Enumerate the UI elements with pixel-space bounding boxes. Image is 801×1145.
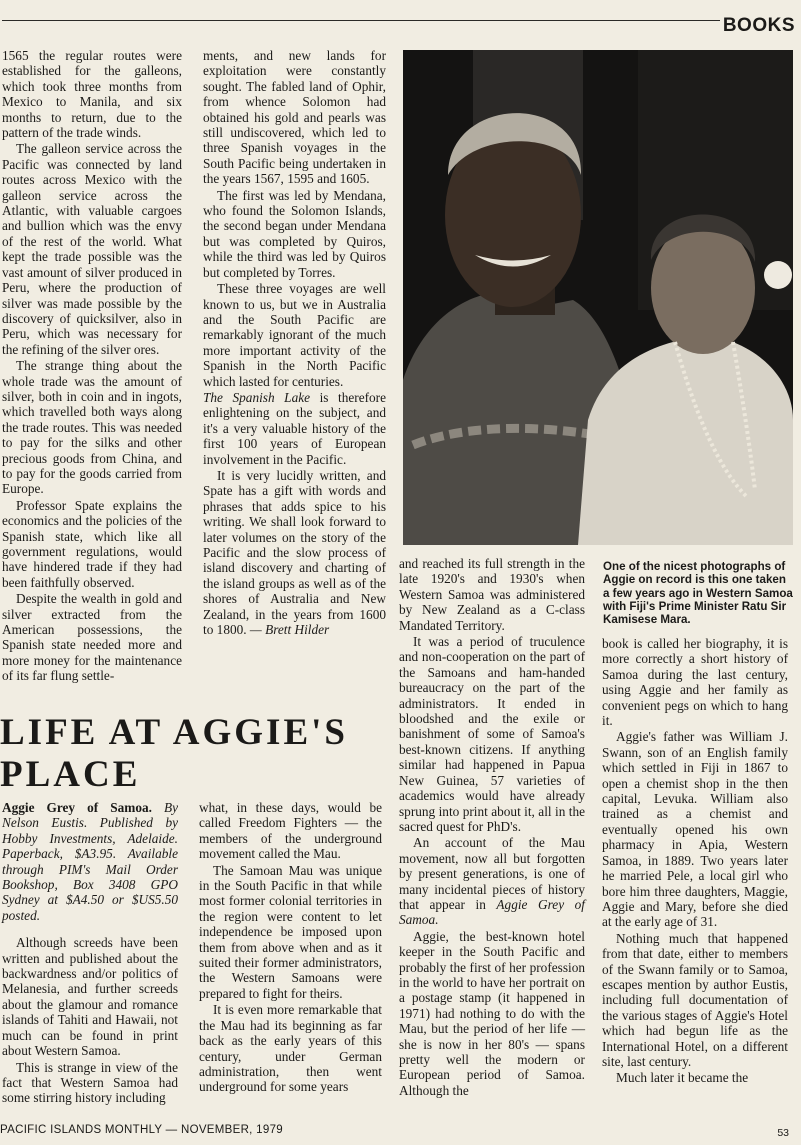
paragraph: The galleon service across the Pacific was connected by land routes across Mexico with the galleon service across the Atlantic, with valuable cargoes and bullion which was the envy of the rest of the world. What kept the trade possible was the vast amount of silver produced in Peru, where the production of silver was made possible by the discovery of quicksilver, also in Peru, which was necessary for the refining of the silver ores. bbox=[2, 141, 182, 357]
paragraph: Although screeds have been written and published about the backwardness and/or politics of Melanesia, and further screeds about the glamour and romance islands of Tahiti and Hawaii, not much can be found in print about Western Samoa. bbox=[2, 935, 178, 1059]
paragraph: Aggie's father was William J. Swann, son of an English family which settled in Fiji in 1867 to open a chemist shop in the then capital, Levuka. William also trained as a chemist and eventually opened his own pharmacy in Apia, Western Samoa, in 1889. Two years later he married Pele, a local girl who bore him three daughters, Maggie, Aggie and Mary, before she died at the early age of 31. bbox=[602, 729, 788, 930]
paragraph bbox=[399, 835, 585, 927]
photo-image bbox=[403, 50, 793, 545]
article-headline: LIFE AT AGGIE'S PLACE bbox=[0, 712, 348, 795]
paragraph-text: is therefore enlightening on the subject, and it's a very valuable history of the first 100 years of European involvement in the Pacific. bbox=[203, 389, 386, 467]
book-title: Aggie Grey of Samoa. bbox=[399, 896, 586, 928]
paragraph: 1565 the regular routes were established for the galleons, which took three months from Mexico to Manila, and six months to return, due to the pattern of the trade winds. bbox=[2, 48, 182, 141]
book-credit bbox=[2, 800, 178, 923]
paragraph: The first was led by Mendana, who found the Solomon Islands, the second began under Mendana but was completed by Quiros, while the third was led by Quiros but completed by Torres. bbox=[203, 187, 386, 280]
book-credit-title: Aggie Grey of Samoa. bbox=[2, 800, 152, 815]
photograph bbox=[403, 50, 793, 545]
paragraph: Nothing much that happened from that date, either to members of the Swann family or to Samoa, escapes mention by author Eustis, including full documentation of the various stages of Aggie's Hotel which had begun life as the International Hotel, on a different site, last century. bbox=[602, 930, 788, 1069]
paragraph: It is even more remarkable that the Mau had its beginning as far back as the early years of this century, under German administration, then went underground for some years bbox=[199, 1002, 382, 1095]
review-author: — Brett Hilder bbox=[249, 622, 330, 638]
page-number: 53 bbox=[777, 1127, 789, 1139]
paragraph: The strange thing about the whole trade was the amount of silver, both in coin and in ingots, which travelled both ways along the trade routes. This was needed to pay for the silks and other precious goods from China, and to pay for the goods carried from Europe. bbox=[2, 358, 182, 497]
paragraph: book is called her biography, it is more correctly a short history of Samoa during the last century, using Aggie and her family as convenient pegs on which to hang it. bbox=[602, 636, 788, 729]
book-title: The Spanish Lake bbox=[203, 389, 311, 405]
paragraph: This is strange in view of the fact that Western Samoa had some stirring history including bbox=[2, 1059, 178, 1106]
paragraph: It was a period of truculence and non-cooperation on the part of the Samoans and ham-handed bureaucracy on the part of the administrators. It ended in bloodshed and the exile or banishment of some of Samoa's best-known citizens. If anything similar had happened in Papua New Guinea, 57 varieties of academics would have already sprung into print about it, all in the sacred quest for PhD's. bbox=[399, 634, 585, 834]
paragraph bbox=[203, 390, 386, 467]
paragraph-text: An account of the Mau movement, now all but forgotten by present generations, is one of many incidental pieces of history that appear in bbox=[399, 835, 585, 912]
paragraph: These three voyages are well known to us, but we in Australia and the South Pacific are remarkably ignorant of the much more important activity of the Spanish in the North Pacific which lasted for centuries. bbox=[203, 281, 386, 389]
paragraph: Despite the wealth in gold and silver extracted from the American possessions, the Spanish state needed more and more money for the maintenance of its far flung settle- bbox=[2, 591, 182, 684]
review2-column-2 bbox=[199, 800, 382, 1095]
paragraph: ments, and new lands for exploitation were constantly sought. The fabled land of Ophir, from whence Solomon had obtained his gold and pearls was still undiscovered, which led to three Spanish voyages in the South Pacific being undertaken in the years 1567, 1595 and 1605. bbox=[203, 48, 386, 187]
review2-column-1 bbox=[2, 800, 178, 1106]
paragraph-text: It is very lucidly written, and Spate has a gift with words and phrases that adds spice to his writing. We shall look forward to later volumes on the story of the Pacific and the slow process of island discovery and charting of the island groups as well as of the shores of Australia and New Zealand, in the years from 1600 to 1800. bbox=[203, 467, 386, 638]
header-rule bbox=[2, 20, 720, 21]
paragraph: and reached its full strength in the late 1920's and 1930's when Western Samoa was administered by New Zealand as a C-class Mandated Territory. bbox=[399, 556, 585, 633]
paragraph: Much later it became the bbox=[616, 1070, 749, 1086]
publication-footer: PACIFIC ISLANDS MONTHLY — NOVEMBER, 1979 bbox=[0, 1124, 283, 1136]
paragraph: Professor Spate explains the economics and the policies of the Spanish state, which like all government regulations, would have hindered trade if they had been faithfully observed. bbox=[2, 497, 182, 590]
section-label: BOOKS bbox=[722, 15, 795, 36]
paragraph: what, in these days, would be called Freedom Fighters — the members of the underground movement called the Mau. bbox=[199, 800, 382, 862]
book-credit-details: By Nelson Eustis. Published by Hobby Investments, Adelaide. Paperback, $A3.95. Available through PIM's Mail Order Bookshop, Box 3408 GPO Sydney at $A4.50 or $US5.50 posted. bbox=[2, 800, 179, 923]
column-1 bbox=[2, 48, 182, 684]
paragraph bbox=[203, 468, 386, 637]
column-4 bbox=[602, 636, 788, 1086]
photo-caption: One of the nicest photographs of Aggie on record is this one taken a few years ago in Western Samoa with Fiji's Prime Minister Ratu Sir Kamisese Mara. bbox=[603, 560, 793, 627]
column-3 bbox=[399, 556, 585, 1098]
paragraph: The Samoan Mau was unique in the South Pacific in that while most former colonial territories in the region were content to let independence be imposed upon them from above when and as it suited their former administrators, the Western Samoans were prepared to fight for theirs. bbox=[199, 862, 382, 1001]
column-2 bbox=[203, 48, 386, 637]
paragraph: Aggie, the best-known hotel keeper in the South Pacific and probably the first of her profession in the world to have her portrait on a postage stamp (it happened in 1971) had nothing to do with the Mau, but the period of her life — she is now in her 80's — spans pretty well the modern or European period of Samoa. Although the bbox=[399, 928, 585, 1098]
